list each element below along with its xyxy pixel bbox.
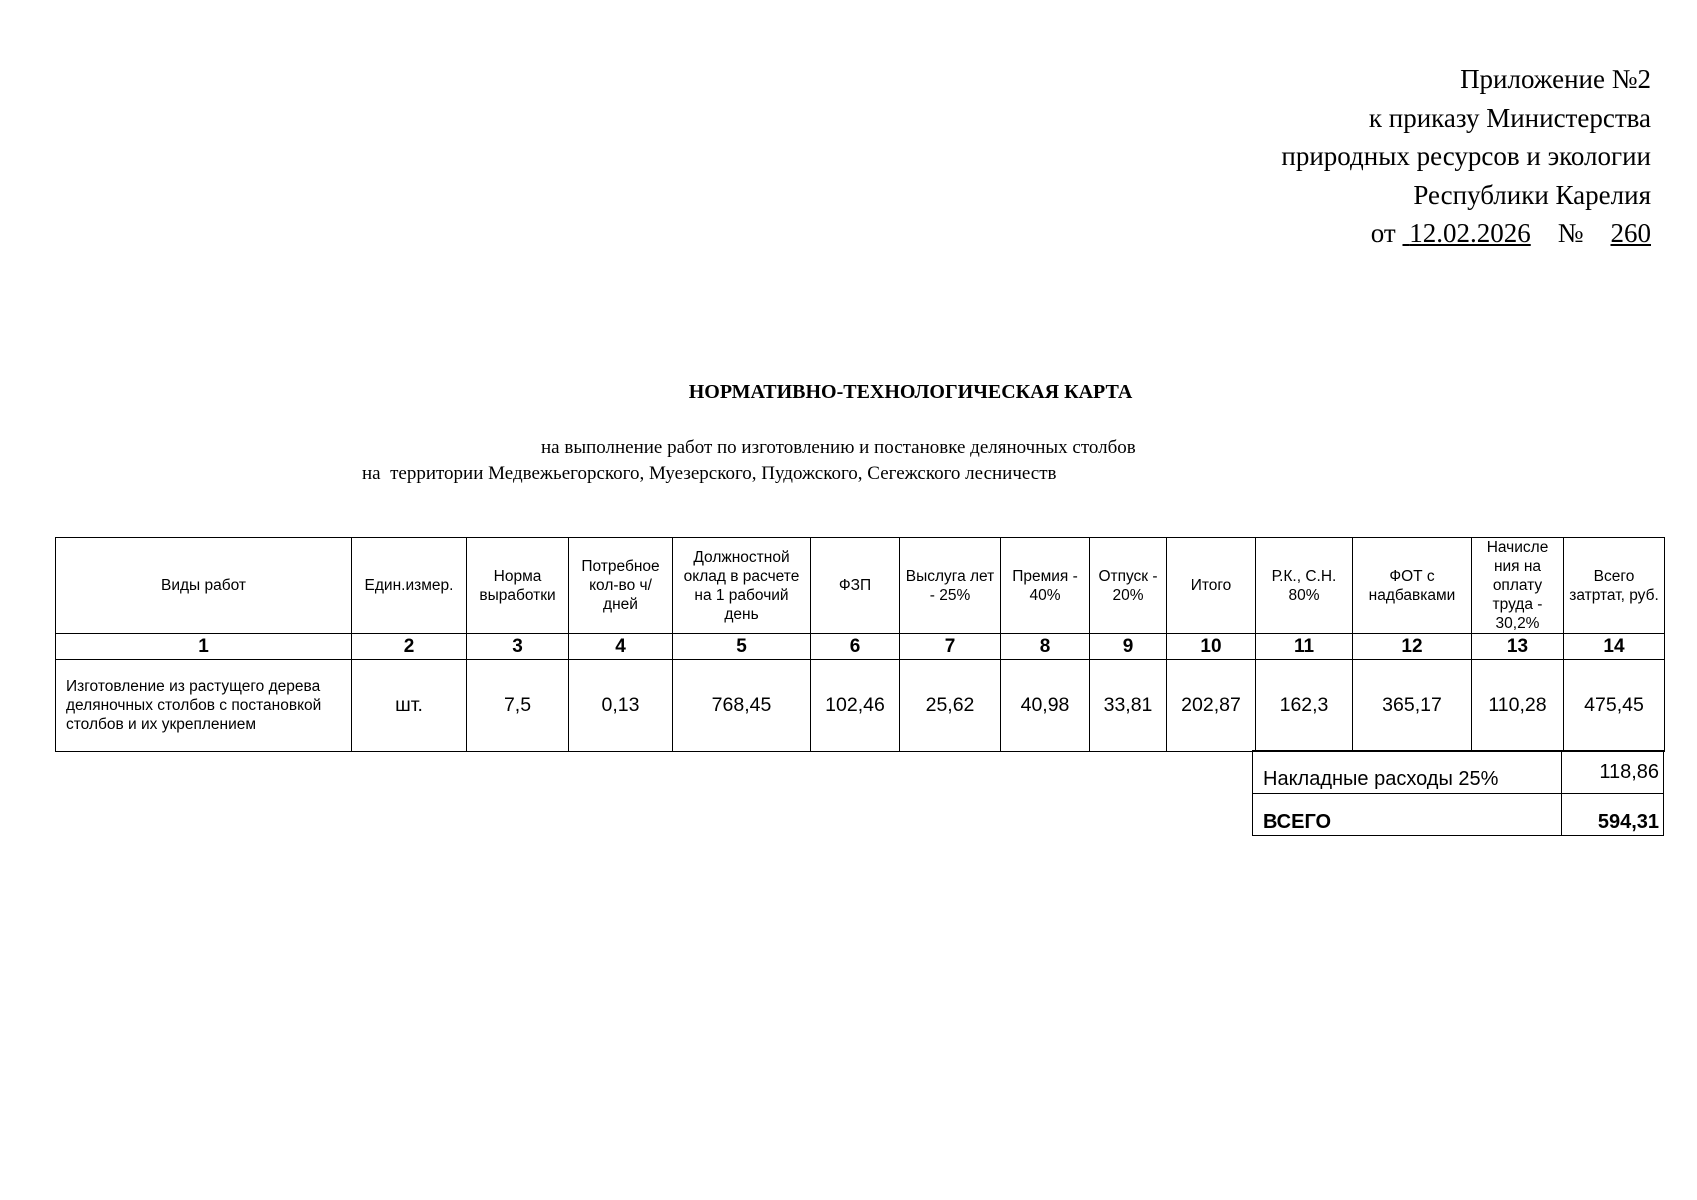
grand-total-row: [1253, 794, 1664, 836]
cost-table: [55, 537, 1665, 752]
cell-fzp: 102,46: [811, 660, 900, 752]
appendix-line-3: природных ресурсов и экологии: [1281, 141, 1651, 171]
header-unit: Един.измер.: [352, 538, 467, 634]
header-salary: Должностной оклад в расчете на 1 рабочий день: [673, 538, 811, 634]
column-number: 11: [1256, 634, 1353, 660]
table-row: [56, 660, 1665, 752]
date-prefix: от: [1370, 218, 1396, 248]
cell-subtotal: 202,87: [1167, 660, 1256, 752]
cell-norm: 7,5: [467, 660, 569, 752]
appendix-line-1: Приложение №2: [1460, 64, 1651, 94]
header-fzp: ФЗП: [811, 538, 900, 634]
appendix-block: [1051, 60, 1651, 253]
appendix-date-line: [1051, 214, 1651, 253]
cell-person-days: 0,13: [569, 660, 673, 752]
subtitle-line-2: на территории Медвежьегорского, Муезерского, Пудожского, Сегежского лесничеств: [362, 463, 1057, 484]
header-subtotal: Итого: [1167, 538, 1256, 634]
column-number: 6: [811, 634, 900, 660]
header-person-days: Потребное кол-во ч/дней: [569, 538, 673, 634]
column-number: 2: [352, 634, 467, 660]
overhead-row: [1253, 751, 1664, 794]
column-number: 14: [1564, 634, 1665, 660]
header-total-cost: Всего затртат, руб.: [1564, 538, 1665, 634]
header-work-type: Виды работ: [56, 538, 352, 634]
cell-regional-coef: 162,3: [1256, 660, 1353, 752]
cell-salary: 768,45: [673, 660, 811, 752]
overhead-label: Накладные расходы 25%: [1253, 751, 1562, 794]
header-accruals: Начисле ния на оплату труда - 30,2%: [1472, 538, 1564, 634]
column-number: 8: [1001, 634, 1090, 660]
column-number: 13: [1472, 634, 1564, 660]
cell-total-cost: 475,45: [1564, 660, 1665, 752]
column-number: 10: [1167, 634, 1256, 660]
column-number-row: [56, 634, 1665, 660]
subtitle-line-1: на выполнение работ по изготовлению и постановке деляночных столбов: [541, 437, 1136, 458]
header-row: [56, 538, 1665, 634]
column-number: 5: [673, 634, 811, 660]
column-number: 7: [900, 634, 1001, 660]
header-norm: Норма выработки: [467, 538, 569, 634]
cell-unit: шт.: [352, 660, 467, 752]
cell-vacation: 33,81: [1090, 660, 1167, 752]
header-payroll: ФОТ с надбавками: [1353, 538, 1472, 634]
header-regional-coef: Р.К., С.Н. 80%: [1256, 538, 1353, 634]
order-date: 12.02.2026: [1409, 218, 1531, 248]
document-title: НОРМАТИВНО-ТЕХНОЛОГИЧЕСКАЯ КАРТА: [688, 381, 1133, 403]
column-number: 3: [467, 634, 569, 660]
grand-total-label: ВСЕГО: [1253, 794, 1562, 836]
grand-total-value: 594,31: [1562, 794, 1664, 836]
column-number: 9: [1090, 634, 1167, 660]
cell-work-type: Изготовление из растущего дерева деляночных столбов с постановкой столбов и их укреплением: [56, 660, 352, 752]
cell-seniority: 25,62: [900, 660, 1001, 752]
column-number: 12: [1353, 634, 1472, 660]
totals-table: [1252, 750, 1664, 836]
header-bonus: Премия - 40%: [1001, 538, 1090, 634]
column-number: 1: [56, 634, 352, 660]
order-number: 260: [1610, 218, 1651, 248]
cell-payroll: 365,17: [1353, 660, 1472, 752]
overhead-value: 118,86: [1562, 751, 1664, 794]
header-seniority: Выслуга лет - 25%: [900, 538, 1001, 634]
cell-accruals: 110,28: [1472, 660, 1564, 752]
appendix-line-4: Республики Карелия: [1413, 179, 1651, 210]
column-number: 4: [569, 634, 673, 660]
header-vacation: Отпуск - 20%: [1090, 538, 1167, 634]
cell-bonus: 40,98: [1001, 660, 1090, 752]
appendix-line-2: к приказу Министерства: [1368, 102, 1651, 133]
number-sign: №: [1557, 218, 1584, 248]
